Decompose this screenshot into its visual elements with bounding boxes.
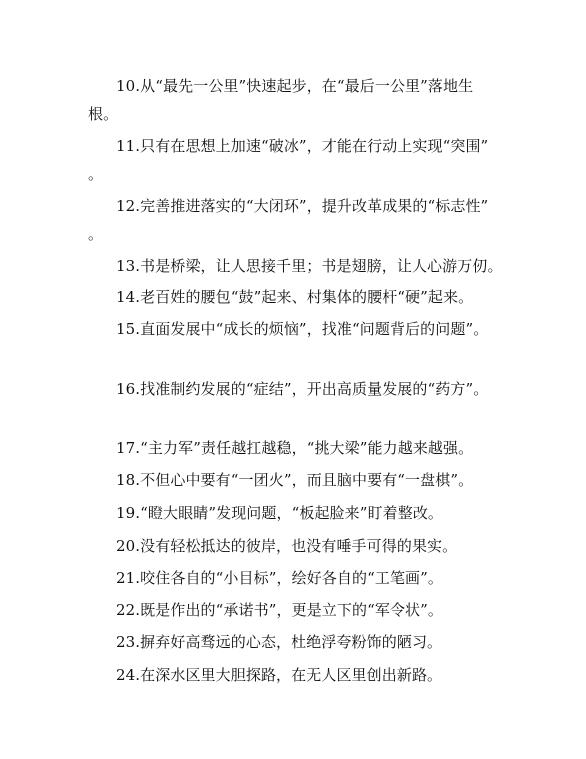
line-20: 20.没有轻松抵达的彼岸，也没有唾手可得的果实。 (116, 537, 458, 555)
line-24: 24.在深水区里大胆探路，在无人区里创出新路。 (116, 666, 443, 684)
line-12-continuation: 。 (88, 225, 104, 243)
line-12: 12.完善推进落实的“大闭环”，提升改革成果的“标志性” (116, 197, 489, 215)
line-18: 18.不但心中要有“一团火”，而且脑中要有“一盘棋”。 (116, 471, 474, 489)
line-21: 21.咬住各自的“小目标”，绘好各自的“工笔画”。 (116, 569, 444, 587)
line-10-continuation: 根。 (88, 105, 119, 123)
line-10: 10.从“最先一公里”快速起步，在“最后一公里”落地生 (116, 77, 474, 95)
line-17: 17.“主力军”责任越扛越稳，“挑大梁”能力越来越强。 (116, 439, 474, 457)
line-11: 11.只有在思想上加速“破冰”，才能在行动上实现“突围” (116, 137, 489, 155)
line-13: 13.书是桥梁，让人思接千里；书是翅膀，让人心游万仞。 (116, 257, 503, 275)
line-15: 15.直面发展中“成长的烦恼”，找准“问题背后的问题”。 (116, 320, 489, 338)
line-14: 14.老百姓的腰包“鼓”起来、村集体的腰杆“硬”起来。 (116, 288, 474, 306)
line-19: 19.“瞪大眼睛”发现问题，“板起脸来”盯着整改。 (116, 504, 444, 522)
line-16: 16.找准制约发展的“症结”，开出高质量发展的“药方”。 (116, 380, 489, 398)
line-22: 22.既是作出的“承诺书”，更是立下的“军令状”。 (116, 601, 444, 619)
line-11-continuation: 。 (88, 165, 104, 183)
line-23: 23.摒弃好高骛远的心态，杜绝浮夸粉饰的陋习。 (116, 633, 443, 651)
